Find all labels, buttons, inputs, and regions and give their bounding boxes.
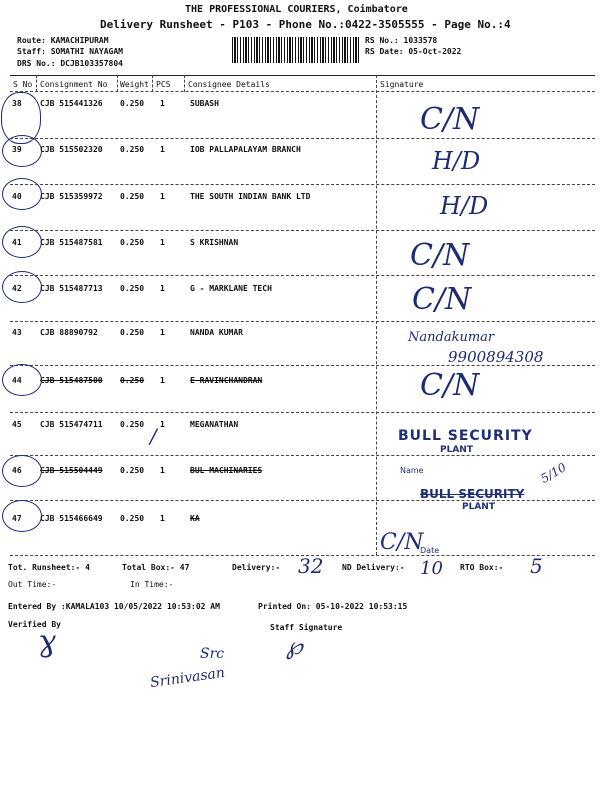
row-consignment: CJB 88890792 xyxy=(40,328,98,337)
staff-label: Staff: SOMATHI NAYAGAM xyxy=(17,47,123,56)
sno-circle xyxy=(2,178,42,210)
sno-circle xyxy=(2,500,42,532)
verified-by: Verified By xyxy=(8,620,61,629)
signature-col-divider xyxy=(376,75,377,555)
rto-box-count: 5 xyxy=(530,554,543,578)
runsheet-title: Delivery Runsheet - P103 - Phone No.:0422-3505555 - Page No.:4 xyxy=(100,18,511,31)
row-pcs: 1 xyxy=(160,376,165,385)
row-signature: C/N xyxy=(410,238,470,273)
col-divider xyxy=(152,75,153,92)
row-signature: C/N xyxy=(380,530,424,555)
rs-number: RS No.: 1033578 xyxy=(365,36,438,45)
row-sno: 46 xyxy=(12,466,22,475)
row-consignee: SUBASH xyxy=(190,99,219,108)
row-pcs: 1 xyxy=(160,192,165,201)
stamp-plant-2: PLANT xyxy=(462,502,495,512)
row-weight: 0.250 xyxy=(120,238,145,247)
row-consignee: BUL MACHINARIES xyxy=(190,466,263,475)
row-consignee: G - MARKLANE TECH xyxy=(190,284,272,293)
col-header-weight: Weight xyxy=(120,80,149,89)
col-header-signature: Signature xyxy=(380,80,424,89)
row-consignee: E RAVINCHANDRAN xyxy=(190,376,263,385)
row-sno: 45 xyxy=(12,420,22,429)
col-divider xyxy=(36,75,37,92)
row-pcs: 1 xyxy=(160,514,165,523)
header-bottom-border xyxy=(10,91,595,92)
row-consignment: CJB 515487713 xyxy=(40,284,103,293)
row-pcs: 1 xyxy=(160,145,165,154)
nd-delivery-count: 10 xyxy=(420,558,443,579)
in-time: In Time:- xyxy=(130,580,174,589)
row-sno: 43 xyxy=(12,328,22,337)
row-pcs: 1 xyxy=(160,466,165,475)
row-sno: 41 xyxy=(12,238,22,247)
row-divider xyxy=(10,455,595,456)
row-sno: 44 xyxy=(12,376,22,385)
row-signature: C/N xyxy=(420,368,480,403)
signature-src: Src xyxy=(200,646,225,662)
row-consignee: MEGANATHAN xyxy=(190,420,239,429)
row-consignment: CJB 515466649 xyxy=(40,514,103,523)
row-sno: 42 xyxy=(12,284,22,293)
row-pcs: 1 xyxy=(160,99,165,108)
row-weight: 0.250 xyxy=(120,466,145,475)
entered-by: Entered By :KAMALA103 10/05/2022 10:53:02 AM xyxy=(8,602,220,611)
handwritten-phone: 9900894308 xyxy=(448,348,544,366)
row-consignment: CJB 515359972 xyxy=(40,192,103,201)
row-pcs: 1 xyxy=(160,328,165,337)
rto-box-label: RTO Box:- xyxy=(460,563,504,572)
row-weight: 0.250 xyxy=(120,328,145,337)
row-sno: 40 xyxy=(12,192,22,201)
row-sno: 47 xyxy=(12,514,22,523)
row-signature: C/N xyxy=(420,102,480,137)
company-title: THE PROFESSIONAL COURIERS, Coimbatore xyxy=(185,4,408,15)
staff-signature-label: Staff Signature xyxy=(270,623,343,632)
drs-label: DRS No.: DCJB103357804 xyxy=(17,59,123,68)
sno-circle xyxy=(2,364,42,396)
sno-circle xyxy=(2,226,42,258)
row-consignment: CJB 515441326 xyxy=(40,99,103,108)
row-consignee: KA xyxy=(190,514,200,523)
table-top-border xyxy=(10,75,595,76)
row-signature: H/D xyxy=(440,192,489,220)
signature-srinivasan: Srinivasan xyxy=(149,664,226,692)
row-consignment: CJB 515504449 xyxy=(40,466,103,475)
row-signature: H/D xyxy=(432,147,481,175)
delivery-label: Delivery:- xyxy=(232,563,281,572)
barcode xyxy=(232,37,360,63)
stamp-plant: PLANT xyxy=(440,445,473,455)
row-consignment: CJB 515487581 xyxy=(40,238,103,247)
row-consignment: CJB 515502320 xyxy=(40,145,103,154)
tick-mark: / xyxy=(150,424,157,448)
row-sno: 39 xyxy=(12,145,22,154)
row-consignee: THE SOUTH INDIAN BANK LTD xyxy=(190,192,311,201)
col-header-consignment: Consignment No xyxy=(40,80,108,89)
route-label: Route: KAMACHIPURAM xyxy=(17,36,109,45)
tot-runsheet: Tot. Runsheet:- 4 xyxy=(8,563,90,572)
row-pcs: 1 xyxy=(160,420,165,429)
row-weight: 0.250 xyxy=(120,284,145,293)
sno-circle xyxy=(2,135,42,167)
col-header-pcs: PCS xyxy=(156,80,171,89)
row-divider xyxy=(10,275,595,276)
col-header-consignee: Consignee Details xyxy=(188,80,270,89)
row-divider xyxy=(10,230,595,231)
row-consignment: CJB 515487500 xyxy=(40,376,103,385)
row-pcs: 1 xyxy=(160,238,165,247)
row-pcs: 1 xyxy=(160,284,165,293)
total-box: Total Box:- 47 xyxy=(122,563,190,572)
row-weight: 0.250 xyxy=(120,145,145,154)
col-divider xyxy=(184,75,185,92)
stamp-date-label: Date xyxy=(420,546,440,555)
col-header-sno: S No xyxy=(13,80,33,89)
stamp-bull-security: BULL SECURITY xyxy=(398,428,533,444)
row-consignment: CJB 515474711 xyxy=(40,420,103,429)
row-weight: 0.250 xyxy=(120,420,145,429)
row-weight: 0.250 xyxy=(120,514,145,523)
row-consignee: S KRISHNAN xyxy=(190,238,239,247)
handwritten-date: 5/10 xyxy=(538,460,569,486)
signature-verifier: ɣ xyxy=(38,624,56,659)
row-divider xyxy=(10,138,595,139)
row-signature: C/N xyxy=(412,282,472,317)
row-sno: 38 xyxy=(12,99,22,108)
row-divider xyxy=(10,184,595,185)
row-weight: 0.250 xyxy=(120,376,145,385)
stamp-bull-security-2: BULL SECURITY xyxy=(420,487,525,501)
sno-circle xyxy=(2,271,42,303)
row-divider xyxy=(10,365,595,366)
rs-date: RS Date: 05-Oct-2022 xyxy=(365,47,462,56)
col-divider xyxy=(117,75,118,92)
signature-staff: ℘ xyxy=(286,632,303,660)
row-divider xyxy=(10,321,595,322)
row-weight: 0.250 xyxy=(120,192,145,201)
nd-delivery-label: ND Delivery:- xyxy=(342,563,405,572)
row-consignee: NANDA KUMAR xyxy=(190,328,243,337)
row-divider xyxy=(10,412,595,413)
row-consignee: IOB PALLAPALAYAM BRANCH xyxy=(190,145,301,154)
delivery-count: 32 xyxy=(298,554,324,578)
sno-circle xyxy=(2,455,42,487)
out-time: Out Time:- xyxy=(8,580,57,589)
printed-on: Printed On: 05-10-2022 10:53:15 xyxy=(258,602,408,611)
row-signature: Nandakumar xyxy=(408,330,495,345)
row-weight: 0.250 xyxy=(120,99,145,108)
stamp-name-label: Name xyxy=(400,466,424,475)
